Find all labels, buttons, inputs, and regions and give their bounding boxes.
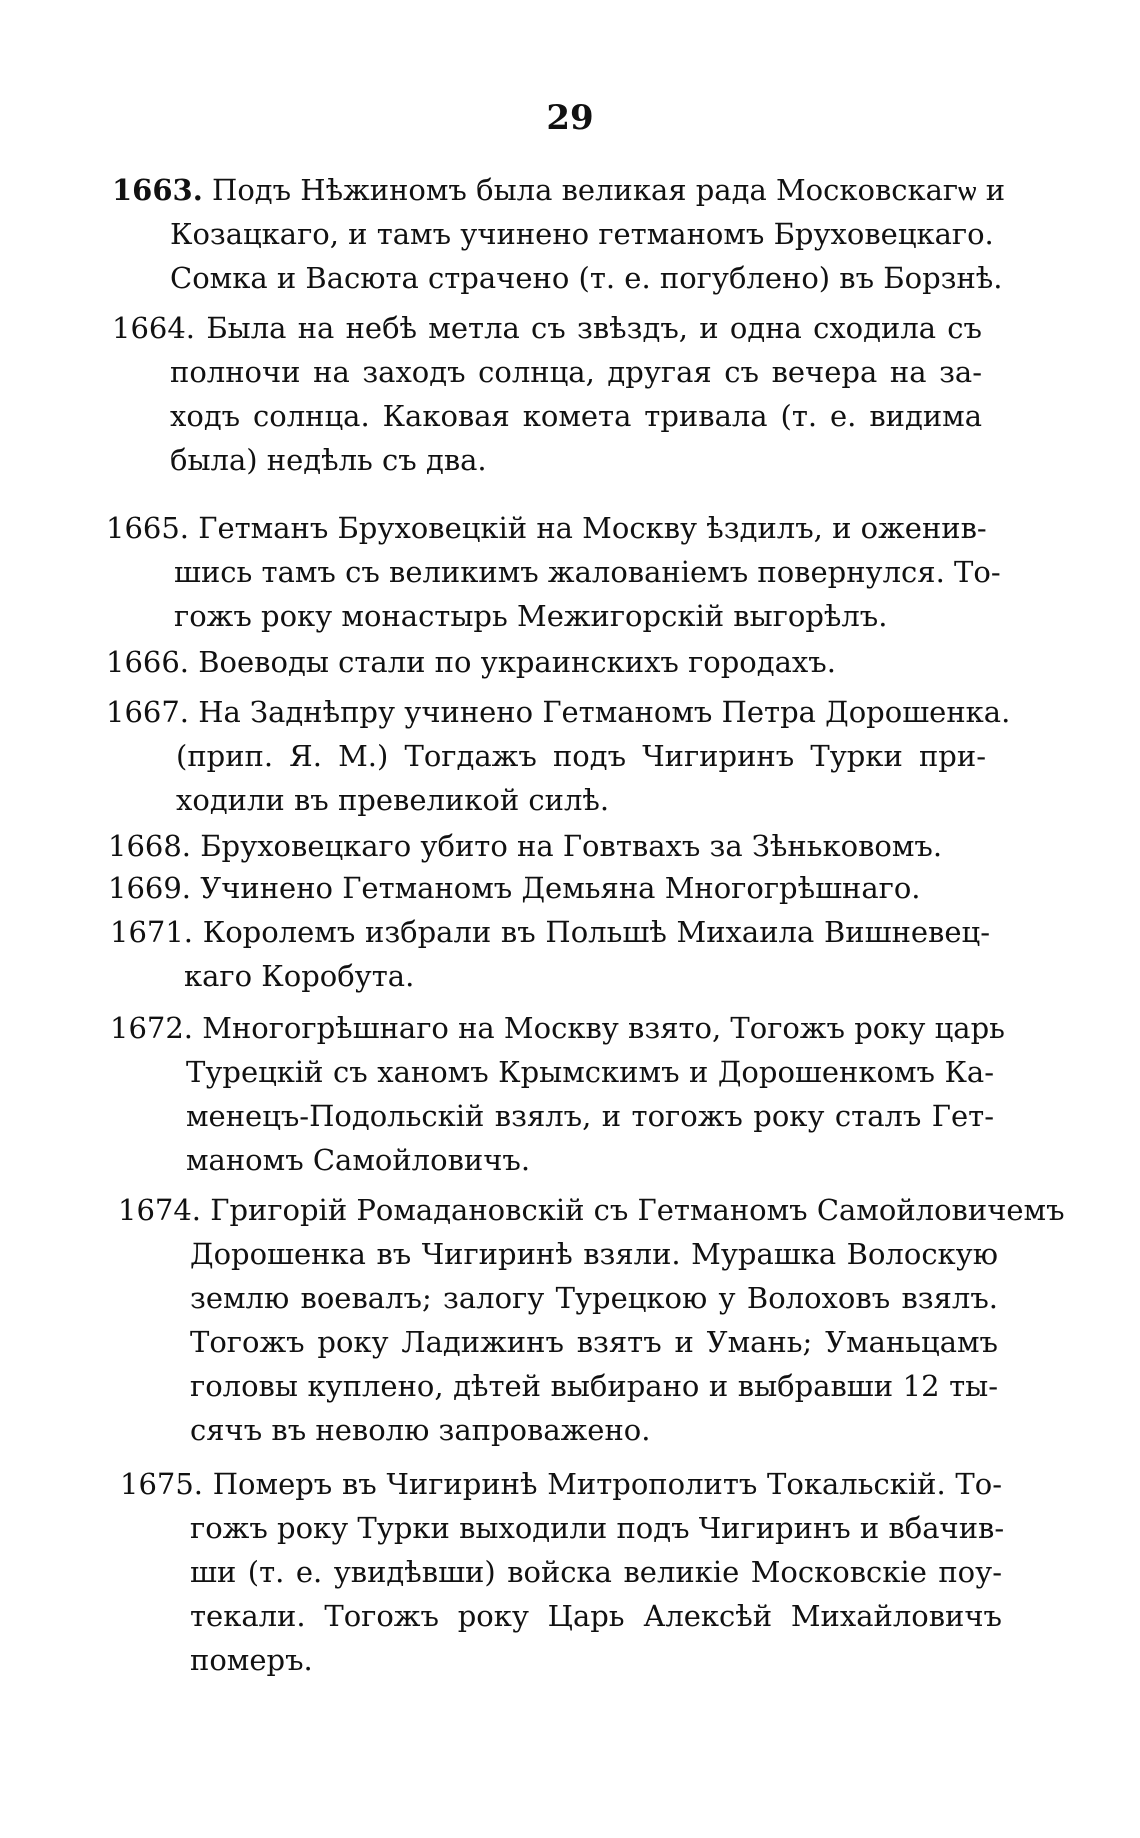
entry-line: 1668. Бруховецкаго убито на Говтвахъ за Зѣньковомъ. <box>108 829 943 863</box>
entry-line: ходъ солнца. Каковая комета тривала (т. е. видима <box>170 399 982 433</box>
entry-year: 1663. <box>112 173 203 207</box>
entry-line: Тогожъ року Ладижинъ взятъ и Умань; Уманьцамъ <box>190 1325 998 1359</box>
entry-line: была) недѣль съ два. <box>170 443 487 477</box>
entry-line: 1669. Учинено Гетманомъ Демьяна Многогрѣшнаго. <box>108 871 921 905</box>
entry-line: 1665. Гетманъ Бруховецкій на Москву ѣздилъ, и оженив- <box>106 511 987 545</box>
chronicle-entry-1674 <box>118 1188 1065 1452</box>
entry-year: 1672. <box>110 1011 194 1045</box>
entry-line: полночи на заходъ солнца, другая съ вечера на за- <box>170 355 982 389</box>
entry-year: 1666. <box>106 645 190 679</box>
entry-year: 1665. <box>106 511 190 545</box>
entry-line: гожъ року монастырь Межигорскій выгорѣлъ. <box>174 599 888 633</box>
entry-line: гожъ року Турки выходили подъ Чигиринъ и вбачив- <box>190 1511 1005 1545</box>
entry-line: шись тамъ съ великимъ жалованіемъ повернулся. То- <box>174 555 1001 589</box>
entry-line: 1672. Многогрѣшнаго на Москву взято, Тогожъ року царь <box>110 1011 1005 1045</box>
entry-line: ши (т. е. увидѣвши) войска великіе Московскіе поу- <box>190 1555 1002 1589</box>
entry-line: каго Коробута. <box>184 959 415 993</box>
chronicle-entry-1665 <box>106 506 1001 638</box>
entry-year: 1667. <box>106 695 190 729</box>
chronicle-entry-1666 <box>106 640 982 684</box>
page-number: 29 <box>546 98 594 138</box>
entry-line: Козацкаго, и тамъ учинено гетманомъ Бруховецкаго. <box>170 217 994 251</box>
entry-year: 1668. <box>108 829 192 863</box>
entry-year: 1669. <box>108 871 192 905</box>
entry-line: 1663. Подъ Нѣжиномъ была великая рада Московскагѡ и <box>112 173 1006 207</box>
entry-year: 1664. <box>112 311 196 345</box>
chronicle-entry-1664 <box>112 306 982 482</box>
entry-line: 1671. Королемъ избрали въ Польшѣ Михаила Вишневец- <box>110 915 990 949</box>
entry-year: 1674. <box>118 1193 202 1227</box>
entry-line: Дорошенка въ Чигиринѣ взяли. Мурашка Волоскую <box>190 1237 998 1271</box>
entry-line: головы куплено, дѣтей выбирано и выбравши 12 ты- <box>190 1369 998 1403</box>
entry-line: 1664. Была на небѣ метла съ звѣздъ, и одна сходила съ <box>112 311 983 345</box>
entry-line: 1667. На Заднѣпру учинено Гетманомъ Петра Дорошенка. <box>106 695 1011 729</box>
entry-year: 1671. <box>110 915 194 949</box>
entry-year: 1675. <box>120 1467 204 1501</box>
entry-line: менецъ-Подольскій взялъ, и тогожъ року сталъ Гет- <box>186 1099 994 1133</box>
entry-line: 1666. Воеводы стали по украинскихъ городахъ. <box>106 645 836 679</box>
entry-line: маномъ Самойловичъ. <box>186 1143 531 1177</box>
entry-line: померъ. <box>190 1643 313 1677</box>
entry-line: (прип. Я. М.) Тогдажъ подъ Чигиринъ Турки при- <box>176 739 986 773</box>
entry-line: 1675. Померъ въ Чигиринѣ Митрополитъ Токальскій. То- <box>120 1467 1002 1501</box>
entry-line: текали. Тогожъ року Царь Алексѣй Михайловичъ <box>190 1599 1002 1633</box>
chronicle-entry-1672 <box>110 1006 1005 1182</box>
entry-line: сячъ въ неволю запроважено. <box>190 1413 651 1447</box>
entry-line: землю воевалъ; залогу Турецкою у Волоховъ взялъ. <box>190 1281 998 1315</box>
chronicle-entry-1667 <box>106 690 1011 822</box>
entry-line: Турецкій съ ханомъ Крымскимъ и Дорошенкомъ Ка- <box>186 1055 994 1089</box>
chronicle-entry-1671 <box>110 910 990 998</box>
chronicle-entry-1663 <box>112 168 1006 300</box>
entry-line: 1674. Григорій Ромадановскій съ Гетманомъ Самойловичемъ <box>118 1193 1065 1227</box>
chronicle-entry-1675 <box>120 1462 1005 1682</box>
chronicle-entry-1668 <box>108 824 988 868</box>
entry-line: ходили въ превеликой силѣ. <box>176 783 610 817</box>
entry-line: Сомка и Васюта страчено (т. е. погублено) въ Борзнѣ. <box>170 261 1003 295</box>
chronicle-entry-1669 <box>108 866 988 910</box>
